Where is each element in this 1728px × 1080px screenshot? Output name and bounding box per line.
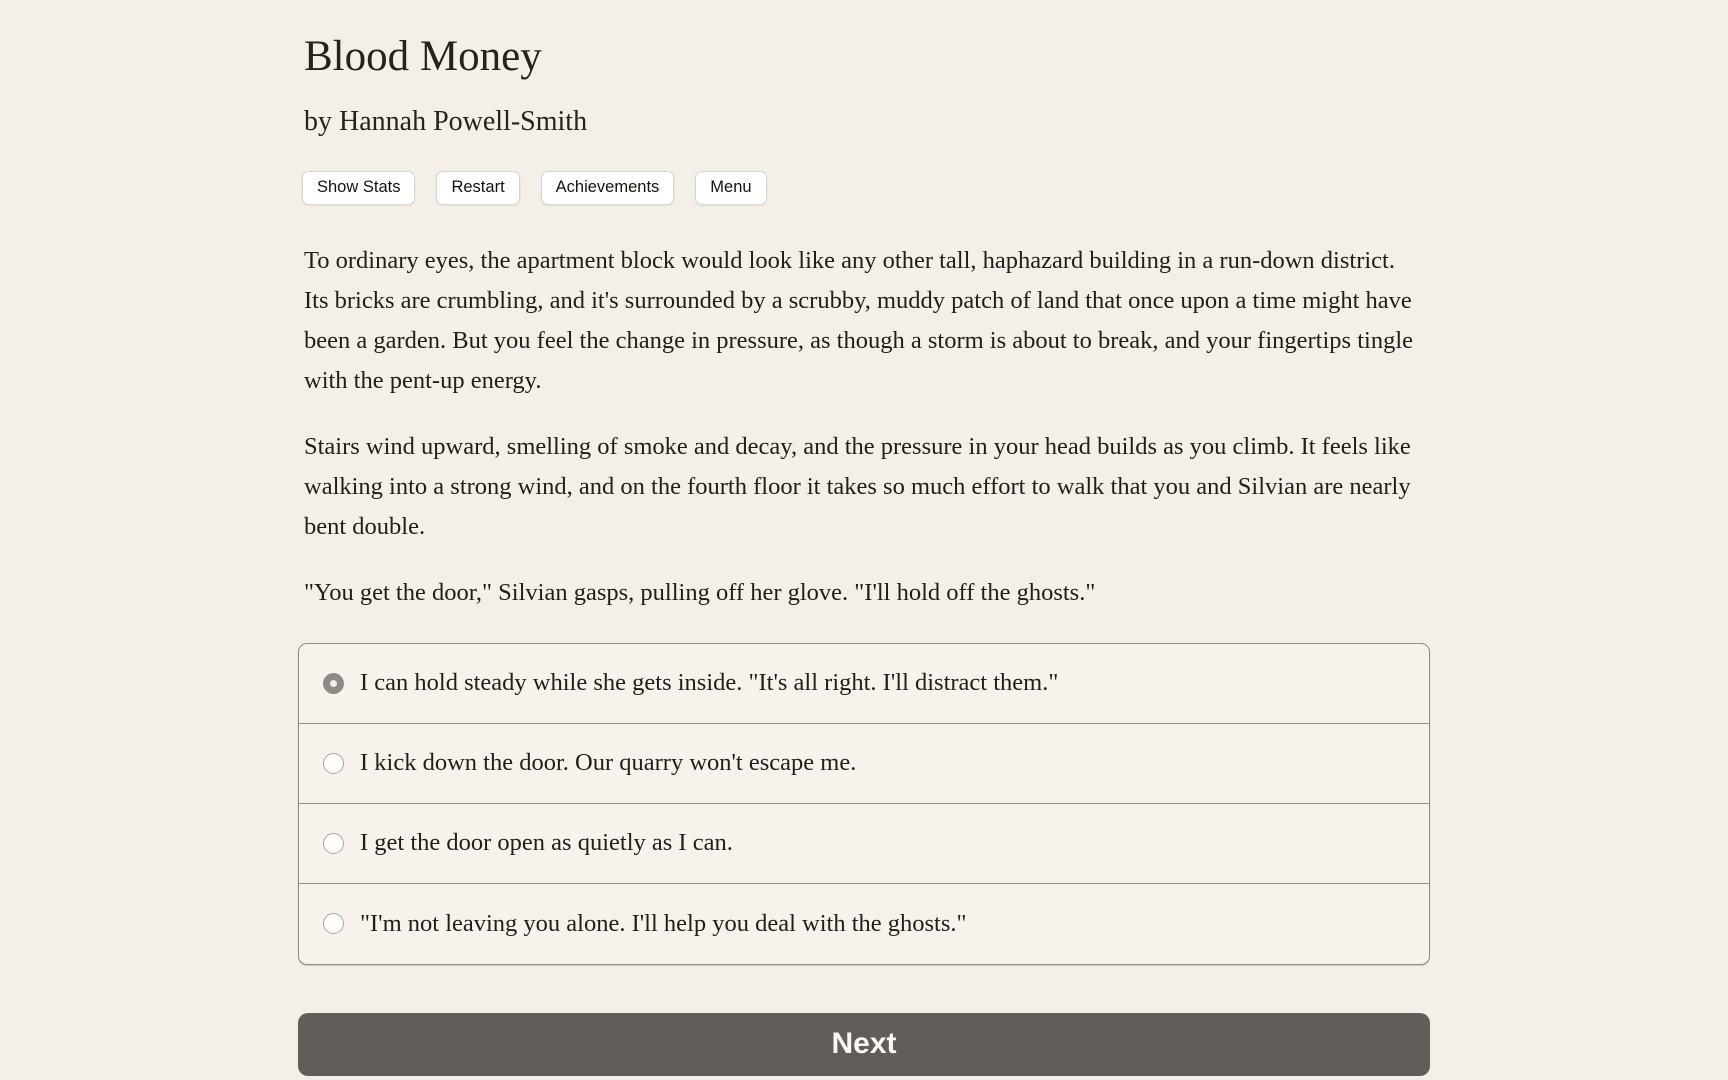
toolbar xyxy=(302,171,1430,205)
choice-list xyxy=(298,643,1430,965)
page-title: Blood Money xyxy=(304,33,542,80)
choice-option-2[interactable] xyxy=(299,724,1429,804)
choice-label: "I'm not leaving you alone. I'll help you deal with the ghosts." xyxy=(360,909,967,937)
achievements-button[interactable]: Achievements xyxy=(541,171,675,205)
show-stats-button[interactable]: Show Stats xyxy=(302,171,415,205)
restart-button[interactable]: Restart xyxy=(436,171,519,205)
menu-button[interactable]: Menu xyxy=(695,171,766,205)
story-paragraph: Stairs wind upward, smelling of smoke and decay, and the pressure in your head builds as you climb. It feels like walking into a strong wind, and on the fourth floor it takes so much effort to walk that you and Silvian are nearly bent double. xyxy=(304,432,1411,540)
choice-label: I can hold steady while she gets inside. "It's all right. I'll distract them." xyxy=(360,669,1059,697)
byline: by Hannah Powell-Smith xyxy=(304,106,588,138)
choice-label: I kick down the door. Our quarry won't escape me. xyxy=(360,749,857,777)
choice-option-1[interactable] xyxy=(299,644,1429,724)
choice-label: I get the door open as quietly as I can. xyxy=(360,829,733,857)
story-paragraph: "You get the door," Silvian gasps, pulling off her glove. "I'll hold off the ghosts." xyxy=(304,578,1096,606)
radio-icon[interactable] xyxy=(323,673,344,694)
radio-icon[interactable] xyxy=(323,833,344,854)
next-button[interactable]: Next xyxy=(298,1013,1430,1076)
radio-icon[interactable] xyxy=(323,913,344,934)
choice-option-3[interactable] xyxy=(299,804,1429,884)
story-paragraph: To ordinary eyes, the apartment block would look like any other tall, haphazard building in a run-down district. Its bricks are crumbling, and it's surrounded by a scrubby, muddy patch of land that once upon a time might have been a garden. But you feel the change in pressure, as though a storm is about to break, and your fingertips tingle with the pent-up energy. xyxy=(304,246,1413,394)
story-page xyxy=(298,0,1430,1076)
story-text xyxy=(298,241,1430,613)
radio-icon[interactable] xyxy=(323,753,344,774)
choice-option-4[interactable] xyxy=(299,884,1429,964)
